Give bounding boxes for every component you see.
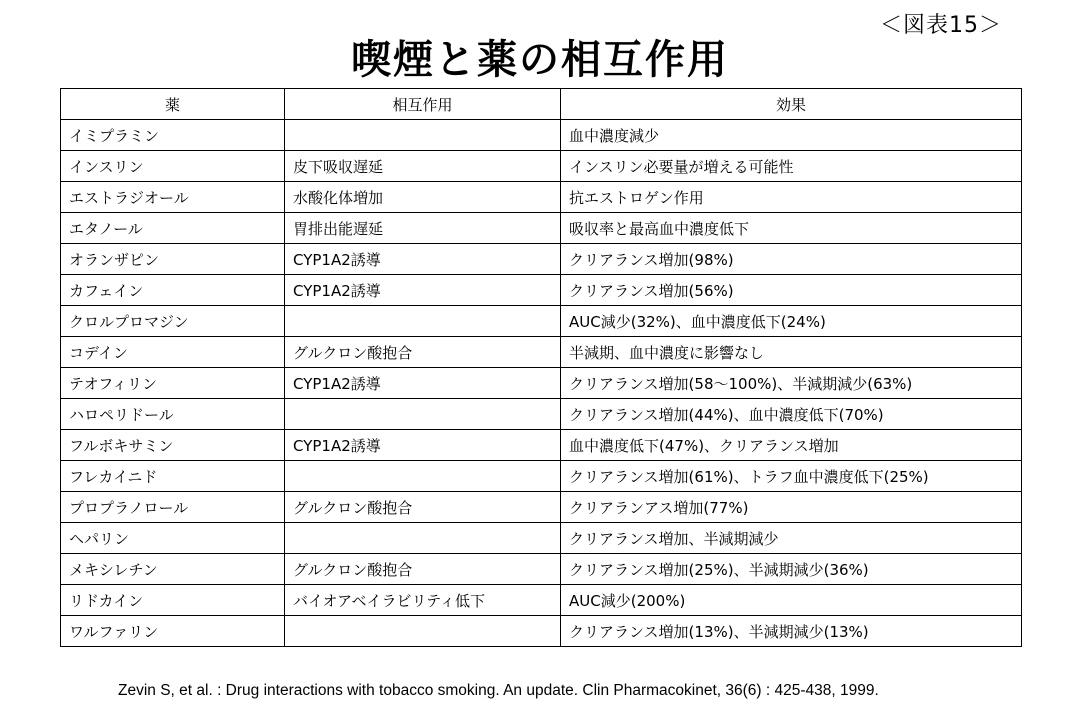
table-row bbox=[61, 616, 1022, 647]
table-row bbox=[61, 337, 1022, 368]
drug-cell: コデイン bbox=[61, 337, 285, 368]
interaction-cell: CYP1A2誘導 bbox=[285, 368, 561, 399]
interaction-cell: 水酸化体増加 bbox=[285, 182, 561, 213]
header-effect: 効果 bbox=[561, 89, 1022, 120]
drug-cell: ハロペリドール bbox=[61, 399, 285, 430]
header-drug: 薬 bbox=[61, 89, 285, 120]
citation-footer: Zevin S, et al. : Drug interactions with tobacco smoking. An update. Clin Pharmacokinet, 36(6) : 425-438, 1999. bbox=[118, 682, 879, 699]
table-row bbox=[61, 399, 1022, 430]
interaction-cell: バイオアベイラビリティ低下 bbox=[285, 585, 561, 616]
table-row bbox=[61, 151, 1022, 182]
effect-cell: クリアランス増加(25%)、半減期減少(36%) bbox=[561, 554, 1022, 585]
drug-cell: クロルプロマジン bbox=[61, 306, 285, 337]
interaction-cell bbox=[285, 399, 561, 430]
drug-cell: エタノール bbox=[61, 213, 285, 244]
effect-cell: 抗エストロゲン作用 bbox=[561, 182, 1022, 213]
interaction-cell: 皮下吸収遅延 bbox=[285, 151, 561, 182]
drug-cell: エストラジオール bbox=[61, 182, 285, 213]
interaction-cell bbox=[285, 306, 561, 337]
interaction-cell: グルクロン酸抱合 bbox=[285, 492, 561, 523]
interaction-cell: CYP1A2誘導 bbox=[285, 430, 561, 461]
drug-cell: インスリン bbox=[61, 151, 285, 182]
drug-cell: カフェイン bbox=[61, 275, 285, 306]
effect-cell: 血中濃度減少 bbox=[561, 120, 1022, 151]
table-row bbox=[61, 554, 1022, 585]
effect-cell: クリアランス増加(13%)、半減期減少(13%) bbox=[561, 616, 1022, 647]
interaction-cell: グルクロン酸抱合 bbox=[285, 554, 561, 585]
effect-cell: クリアランス増加、半減期減少 bbox=[561, 523, 1022, 554]
table-header-row bbox=[61, 89, 1022, 120]
effect-cell: クリアランス増加(44%)、血中濃度低下(70%) bbox=[561, 399, 1022, 430]
effect-cell: インスリン必要量が増える可能性 bbox=[561, 151, 1022, 182]
effect-cell: クリアランス増加(61%)、トラフ血中濃度低下(25%) bbox=[561, 461, 1022, 492]
table-row bbox=[61, 492, 1022, 523]
table-row bbox=[61, 182, 1022, 213]
drug-cell: ワルファリン bbox=[61, 616, 285, 647]
effect-cell: 血中濃度低下(47%)、クリアランス増加 bbox=[561, 430, 1022, 461]
effect-cell: 半減期、血中濃度に影響なし bbox=[561, 337, 1022, 368]
table-row bbox=[61, 523, 1022, 554]
interaction-cell: CYP1A2誘導 bbox=[285, 244, 561, 275]
drug-cell: リドカイン bbox=[61, 585, 285, 616]
drug-cell: ヘパリン bbox=[61, 523, 285, 554]
table-row bbox=[61, 585, 1022, 616]
table-row bbox=[61, 430, 1022, 461]
drug-cell: フレカイニド bbox=[61, 461, 285, 492]
effect-cell: クリアランス増加(98%) bbox=[561, 244, 1022, 275]
drug-cell: テオフィリン bbox=[61, 368, 285, 399]
effect-cell: 吸収率と最高血中濃度低下 bbox=[561, 213, 1022, 244]
interaction-cell: 胃排出能遅延 bbox=[285, 213, 561, 244]
drug-cell: メキシレチン bbox=[61, 554, 285, 585]
table-row bbox=[61, 244, 1022, 275]
effect-cell: クリアランス増加(56%) bbox=[561, 275, 1022, 306]
table-row bbox=[61, 275, 1022, 306]
page-title: 喫煙と薬の相互作用 bbox=[351, 37, 729, 83]
interaction-cell bbox=[285, 616, 561, 647]
interaction-cell bbox=[285, 120, 561, 151]
header-interaction: 相互作用 bbox=[285, 89, 561, 120]
drug-cell: イミプラミン bbox=[61, 120, 285, 151]
effect-cell: クリアランス増加(58～100%)、半減期減少(63%) bbox=[561, 368, 1022, 399]
effect-cell: クリアランアス増加(77%) bbox=[561, 492, 1022, 523]
interaction-cell bbox=[285, 523, 561, 554]
figure-label: ＜図表15＞ bbox=[880, 13, 1002, 38]
drug-cell: フルボキサミン bbox=[61, 430, 285, 461]
table-row bbox=[61, 461, 1022, 492]
table-row bbox=[61, 368, 1022, 399]
interaction-cell: グルクロン酸抱合 bbox=[285, 337, 561, 368]
interaction-cell bbox=[285, 461, 561, 492]
interaction-cell: CYP1A2誘導 bbox=[285, 275, 561, 306]
drug-cell: オランザピン bbox=[61, 244, 285, 275]
table-row bbox=[61, 213, 1022, 244]
table-row bbox=[61, 306, 1022, 337]
effect-cell: AUC減少(32%)、血中濃度低下(24%) bbox=[561, 306, 1022, 337]
drug-cell: プロプラノロール bbox=[61, 492, 285, 523]
effect-cell: AUC減少(200%) bbox=[561, 585, 1022, 616]
table-row bbox=[61, 120, 1022, 151]
interaction-table bbox=[60, 88, 1022, 647]
